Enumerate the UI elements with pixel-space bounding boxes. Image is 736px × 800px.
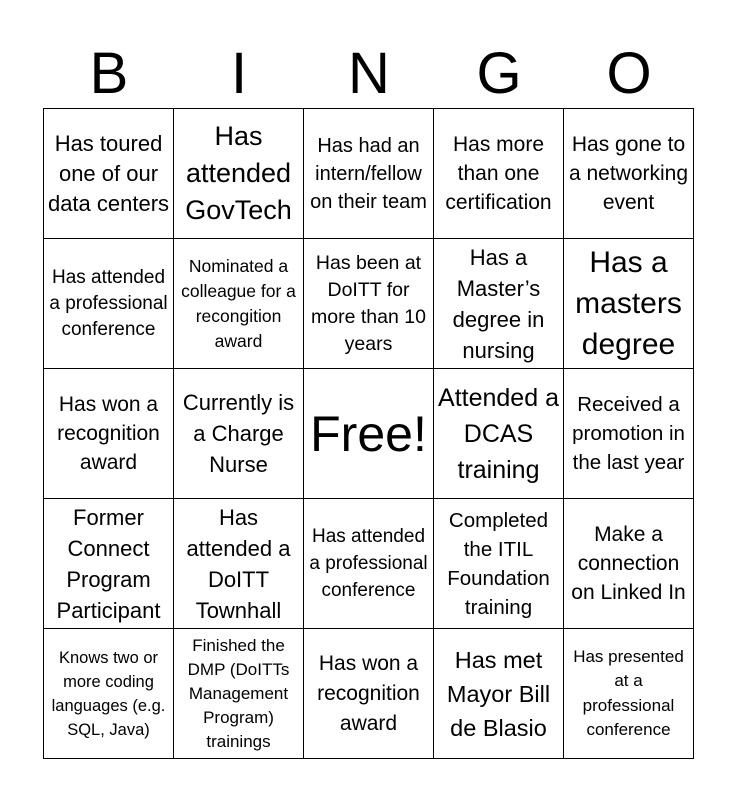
bingo-cell[interactable] — [564, 109, 694, 239]
header-letter-o: O — [606, 41, 652, 106]
bingo-cell[interactable] — [564, 369, 694, 499]
bingo-cell[interactable] — [44, 499, 174, 629]
cell-text: Has had an intern/fellow on their team — [310, 134, 427, 213]
cell-text: Attended a DCAS training — [438, 383, 559, 484]
bingo-cell[interactable] — [304, 499, 434, 629]
bingo-cell[interactable] — [174, 629, 304, 759]
header-letter-b: B — [89, 41, 129, 106]
cell-text: Received a promotion in the last year — [572, 393, 685, 474]
bingo-cell[interactable] — [564, 499, 694, 629]
cell-text: Finished the DMP (DoITTs Management Program) trainings — [187, 635, 290, 751]
bingo-cell[interactable] — [174, 369, 304, 499]
header-letter-i: I — [230, 41, 248, 106]
cell-text: Has presented at a professional conference — [573, 646, 684, 739]
cell-text: Make a connection on Linked In — [571, 523, 686, 604]
bingo-cell[interactable] — [434, 369, 564, 499]
cell-text: Completed the ITIL Foundation training — [447, 508, 550, 619]
cell-text: Has a masters degree — [575, 246, 682, 361]
cell-text: Has attended a DoITT Townhall — [186, 504, 291, 623]
header-letter-n: N — [348, 41, 390, 106]
cell-text: Has won a recognition award — [57, 393, 160, 474]
bingo-cell[interactable] — [174, 109, 304, 239]
cell-text: Nominated a colleague for a recongition award — [181, 255, 296, 351]
cell-text: Has met Mayor Bill de Blasio — [446, 646, 551, 741]
bingo-cell[interactable] — [434, 629, 564, 759]
cell-text: Has attended a professional conference — [309, 526, 428, 601]
bingo-cell[interactable] — [434, 239, 564, 369]
bingo-cell[interactable] — [304, 629, 434, 759]
header-letter-g: G — [476, 41, 522, 106]
cell-text: Has attended a professional conference — [49, 266, 168, 340]
bingo-header — [44, 40, 694, 108]
bingo-cell[interactable] — [174, 239, 304, 369]
cell-text: Has a Master’s degree in nursing — [452, 244, 545, 363]
bingo-cell[interactable] — [434, 109, 564, 239]
bingo-cell[interactable] — [44, 109, 174, 239]
cell-text: Has been at DoITT for more than 10 years — [311, 251, 426, 355]
cell-text: Has toured one of our data centers — [47, 130, 170, 216]
bingo-cell[interactable] — [434, 499, 564, 629]
cell-text: Former Connect Program Participant — [56, 504, 161, 623]
bingo-grid — [43, 108, 694, 759]
cell-text: Currently is a Charge Nurse — [182, 390, 295, 477]
bingo-cell[interactable] — [44, 369, 174, 499]
bingo-cell[interactable] — [44, 629, 174, 759]
bingo-cell[interactable] — [564, 629, 694, 759]
cell-text: Knows two or more coding languages (e.g. SQL, Java) — [51, 648, 166, 739]
bingo-cell[interactable] — [304, 239, 434, 369]
bingo-cell[interactable] — [174, 499, 304, 629]
bingo-cell[interactable] — [304, 109, 434, 239]
free-space-text: Free! — [310, 405, 427, 462]
bingo-cell[interactable] — [564, 239, 694, 369]
cell-text: Has won a recognition award — [317, 651, 420, 735]
bingo-cell[interactable] — [44, 239, 174, 369]
free-space-cell[interactable] — [304, 369, 434, 499]
cell-text: Has more than one certification — [445, 133, 552, 214]
cell-text: Has gone to a networking event — [568, 133, 689, 214]
cell-text: Has attended GovTech — [185, 121, 292, 225]
